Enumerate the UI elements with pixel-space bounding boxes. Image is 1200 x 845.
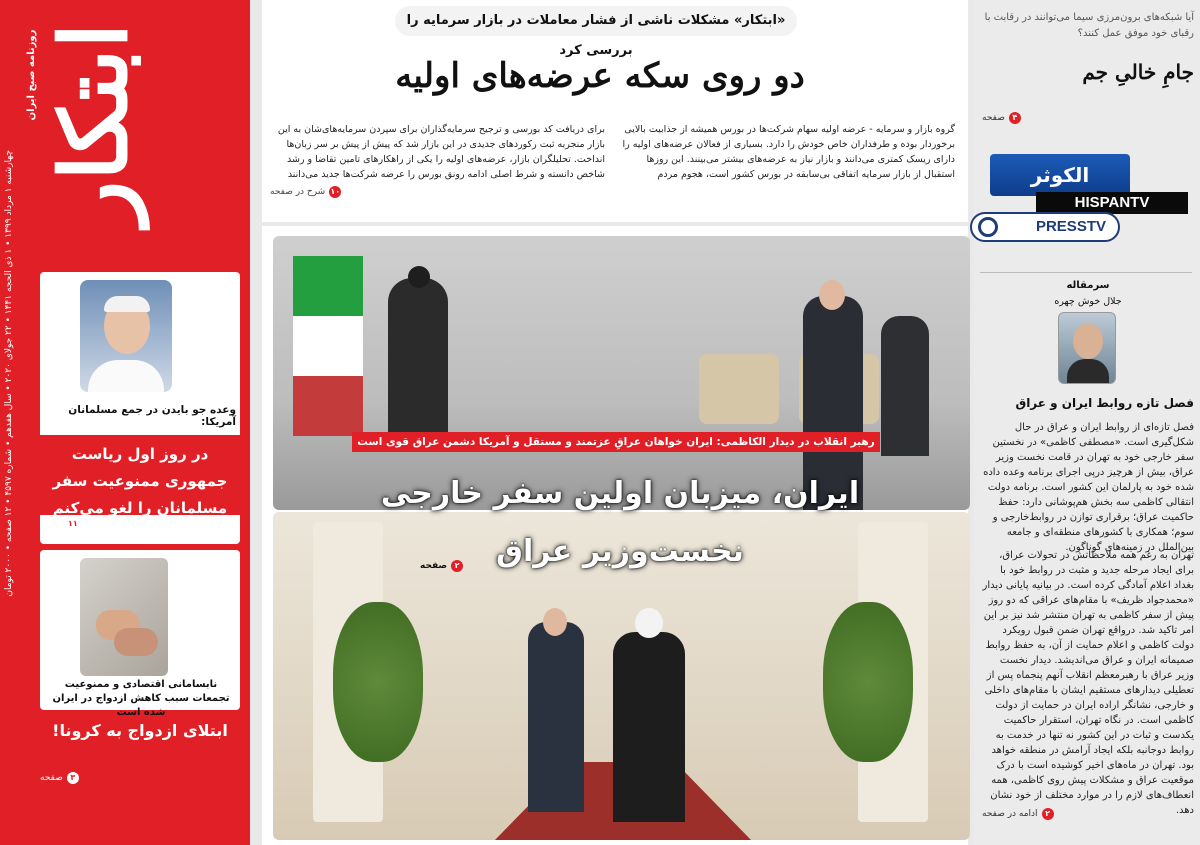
photo-page-num: ۲ bbox=[451, 560, 463, 572]
masthead-logo bbox=[12, 6, 240, 244]
lead-col-2: برای دریافت کد بورسی و ترجیح سرمایه‌گذاران برای سپردن سرمایه‌های‌شان به این بازار منجربه ثبت رکوردهای جدیدی در این بازار شد که پیش از پیش بر سر زبان‌ها انداخت. تحلیلگران بازار، عرضه‌های اولیه را یکی از راهکارهای تامین تقاضا و رشد شاخص دانسته و شرط اصلی ادامه رونق بورس را عرضه شرکت‌ها جدید می‌دانند bbox=[277, 124, 605, 180]
marriage-headline[interactable]: ابتلای ازدواج به کرونا! bbox=[52, 721, 228, 740]
alkawthar-logo: الكوثر bbox=[990, 154, 1130, 196]
marriage-story[interactable] bbox=[40, 550, 240, 718]
lead-banner[interactable]: «ابتکار» مشکلات ناشی از فشار معاملات در بازار سرمایه را بررسی کرد bbox=[395, 6, 797, 36]
biden-page-label: صفحه bbox=[40, 519, 63, 529]
kazemi-walking bbox=[528, 622, 584, 812]
biden-page-ref[interactable] bbox=[40, 518, 79, 530]
edition-line-text: چهارشنبه ۱ مرداد ۱۳۹۹ • ۱ ذی الحجه ۱۴۴۱ • ۲۲ جولای ۲۰۲۰ • سال هفدهم • شماره ۴۵۹۷ • ۱۲ صفحه • ۲۰۰۰ تومان bbox=[4, 150, 14, 597]
photo-headline-1[interactable]: ایران، میزبان اولین سفر خارجی bbox=[380, 476, 860, 511]
teaser-question: آیا شبکه‌های برون‌مرزی سیما می‌توانند در رقابت با رقبای خود موفق عمل کنند؟ bbox=[984, 12, 1194, 39]
kazemi-head bbox=[819, 280, 845, 310]
biden-headline[interactable]: در روز اول ریاست جمهوری ممنوعیت سفر مسلمانان را لغو می‌کنم bbox=[40, 435, 240, 515]
masthead-subtitle-text: روزنامه صبح ایران bbox=[26, 29, 37, 121]
editorial-title[interactable]: فصل تازه روابط ایران و عراق bbox=[1015, 396, 1194, 410]
author-body bbox=[1067, 359, 1109, 384]
editorial-paragraph-1: فصل تازه‌ای از روابط ایران و عراق در حال شکل‌گیری است. «مصطفی کاظمی» در نخستین سفر خارجی خود به تهران در قامت نخست وزیر عراق، بیش از هرچیز درپی اجرای برنامه وعده داده شده خود به پارلمان این کشور است. برنامه دولت انتقالی کاظمی سه بخش هم‌پوشانی دارد: حفظ حاکمیت عراق؛ برقراری توازن در روابط‌خارجی و سوم؛ همکاری با کشورهای منطقه‌ای و جامعه بین‌الملل در زمینه‌های گوناگون. bbox=[983, 422, 1194, 553]
photo-headline-2[interactable]: نخست‌وزیر عراق bbox=[496, 534, 744, 569]
official-figure bbox=[881, 316, 929, 456]
marriage-page-ref[interactable] bbox=[40, 772, 79, 784]
masthead-panel bbox=[0, 0, 250, 845]
biden-hair bbox=[104, 296, 150, 312]
lead-more[interactable] bbox=[270, 186, 341, 198]
lead-more-label: شرح در صفحه bbox=[270, 187, 326, 197]
marriage-page-num: ۳ bbox=[67, 772, 79, 784]
author-photo bbox=[1058, 312, 1116, 384]
biden-page-num: ۱۱ bbox=[67, 519, 78, 528]
biden-photo bbox=[80, 280, 172, 392]
photo-caption: رهبر انقلاب در دیدار الکاظمی: ایران خواهان عراقِ عزتمند و مستقل و آمریکا دشمن عراق قوی است bbox=[352, 432, 880, 452]
hands-photo bbox=[80, 558, 168, 676]
edition-line bbox=[2, 150, 20, 597]
masthead-logo-text: ابتکار bbox=[40, 22, 148, 226]
biden-shirt bbox=[88, 360, 164, 392]
right-divider bbox=[980, 272, 1192, 273]
editorial-paragraph-2: تهران به رغم همه ملاحظاتش در تحولات عراق، برای ایجاد مرحله جدید و مثبت در روابط خود با بغداد اعلام آمادگی کرده است. در بیانیه پایانی دیدار «محمدجواد ظریف» با مقام‌های عراقی که دو روز پیش از سفر کاظمی به تهران منتشر شد نیز بر این امر تاکید شد. درواقع تهران ضمن قبول رویکرد دولت کاظمی و اعلام حمایت از آن، به حفظ روابط صمیمانه ایران و عراق می‌اندیشد. دیدار نخست وزیر عراق با رهبرمعظم انقلاب آنهم پنجماه پس از تعطیلی دیدارهای مستقیم ایشان با مقام‌های داخلی و خارجی، نشانگر اراده ایران در حمایت از دولت کاظمی است. در نگاه تهران، استقرار حاکمیت یکدست و ثبات در این کشور نه تنها در خدمت به روابط دوجانبه بلکه ایجاد آرامش در منطقه خواهد بود. تهران در ماه‌های اخیر کوشیده است با درک موقعیت عراق و مشکلات پیش روی کاظمی، همه انعطاف‌های لازم را در موارد مختلف از خود نشان دهد. bbox=[982, 550, 1194, 816]
hand-right bbox=[114, 628, 158, 656]
plant-right bbox=[823, 602, 913, 762]
lead-more-num: ۱۰ bbox=[330, 187, 341, 196]
presstv-logo bbox=[970, 212, 1120, 242]
leader-turban bbox=[408, 266, 430, 288]
editorial-more-label: ادامه در صفحه bbox=[982, 809, 1038, 819]
chair-left bbox=[699, 354, 779, 424]
leader-figure bbox=[388, 278, 448, 438]
leader-meeting-photo bbox=[273, 236, 970, 510]
teaser-page-num: ۴ bbox=[1009, 112, 1021, 124]
flag-iran bbox=[293, 256, 363, 436]
marriage-page-label: صفحه bbox=[40, 773, 63, 783]
teaser-page-ref[interactable] bbox=[982, 112, 1021, 124]
rouhani-turban bbox=[635, 608, 663, 638]
editorial-author: جلال خوش چهره bbox=[1054, 296, 1122, 307]
editorial-more-num: ۲ bbox=[1042, 808, 1054, 820]
biden-caption: وعده جو بایدن در جمع مسلمانان آمریکا: bbox=[68, 404, 236, 428]
rouhani-walking bbox=[613, 632, 685, 822]
teaser-title[interactable]: جامِ خالیِ جم bbox=[1082, 60, 1194, 84]
marriage-caption: نابسامانی اقتصادی و ممنوعیت تجمعات سبب کاهش ازدواج در ایران شده است bbox=[52, 679, 230, 718]
lead-col-1: گروه بازار و سرمایه - عرضه اولیه سهام شرکت‌ها در بورس همیشه از جذابیت بالایی برخوردار بوده و طرفداران خاص خودش را دارد. بسیاری از فعالان عرضه‌های اولیه را دارای ریسک کمتری می‌دانند و بازار نیاز به عرضه‌های بیشتر می‌بینند. این روزها استقبال از بازار سرمایه اتفاقی بی‌سابقه در بورس کشور است، هجوم مردم bbox=[622, 124, 955, 180]
presstv-icon bbox=[978, 217, 998, 237]
photo-page-ref[interactable] bbox=[420, 560, 463, 572]
editorial-more[interactable] bbox=[982, 808, 1054, 820]
kazemi-walking-head bbox=[543, 608, 567, 636]
hispantv-logo: HISPANTV bbox=[1036, 192, 1188, 214]
presstv-text: PRESSTV bbox=[1035, 218, 1106, 235]
lead-title[interactable]: دو روی سکه عرضه‌های اولیه bbox=[395, 56, 805, 96]
teaser-page-label: صفحه bbox=[982, 113, 1005, 123]
plant-left bbox=[333, 602, 423, 762]
editorial-label: سرمقاله bbox=[1066, 280, 1110, 291]
photo-page-label: صفحه bbox=[420, 561, 448, 571]
author-face bbox=[1073, 323, 1103, 359]
masthead-subtitle bbox=[2, 10, 37, 140]
